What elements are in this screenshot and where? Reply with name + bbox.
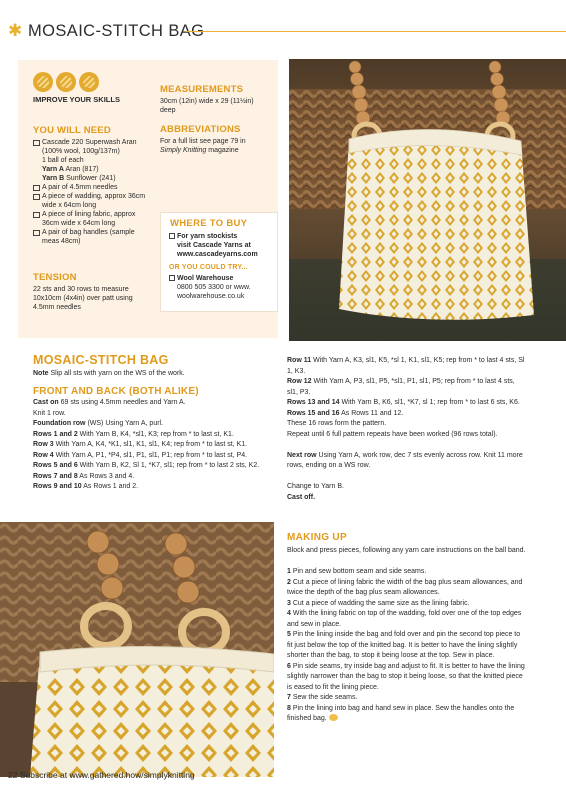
yarn-b-label: Yarn B: [42, 175, 65, 182]
row-label: Row 11: [287, 357, 312, 364]
flower-icon: ✱: [8, 21, 23, 40]
list-item: [33, 192, 153, 201]
shop-contact: 0800 505 3300 or www.: [177, 284, 251, 291]
stockist-link[interactable]: www.cascadeyarns.com: [177, 251, 258, 258]
instruction-row: [33, 419, 273, 430]
subscribe-link[interactable]: Subscribe at www.gathered.how/simplyknitting: [19, 770, 195, 780]
list-item: [33, 183, 153, 192]
step-text: Sew the side seams.: [292, 694, 358, 701]
row-label: Foundation row: [33, 420, 86, 427]
checkbox-icon: [33, 212, 40, 218]
bag-photo-detail: [0, 522, 274, 777]
note-text: Slip all sts with yarn on the WS of the work.: [48, 370, 185, 377]
row-text: With Yarn A, P1, *P4, sl1, P1, sl1, P1; rep from * to last st, P4.: [53, 451, 248, 459]
row-label: Rows 1 and 2: [33, 430, 78, 438]
where-to-buy-heading: WHERE TO BUY: [170, 218, 248, 229]
checkbox-icon: [33, 140, 40, 146]
row-text: Knit 1 row.: [33, 409, 66, 417]
step: 2 Cut a piece of lining fabric the width of the bag plus seam allowances, and twice the depth of the bag plus seam allowances.: [287, 578, 523, 596]
row-label: Rows 7 and 8: [33, 472, 78, 480]
checkbox-icon: [33, 194, 40, 200]
list-item-text: A pair of bag handles (sample: [42, 229, 135, 236]
instruction-row: [33, 430, 273, 441]
measurements-line: 30cm (12in) wide x 29 (11½in): [160, 98, 254, 105]
abbreviations-heading: ABBREVIATIONS: [160, 124, 241, 135]
row-text: With Yarn B, K2, Sl 1, *K7, sl1; rep from * to last 2 sts, K2.: [77, 462, 260, 469]
row-label: Row 4: [33, 451, 54, 459]
list-item-text: (100% wool, 100g/137m): [42, 148, 120, 155]
row-text: Repeat until 6 full pattern repeats have been worked (96 rows total).: [287, 430, 498, 438]
instruction-row: [287, 419, 527, 430]
row-text: With Yarn A, K4, *K1, sl1, K1, sl1, K4; rep from * to last st, K1.: [53, 441, 248, 448]
page-title: MOSAIC-STITCH BAG: [28, 22, 205, 40]
making-up-heading: MAKING UP: [287, 532, 347, 543]
row-text: With Yarn A, K3, sl1, K5, *sl 1, K1, sl1, K5; rep from * to last 4 sts, Sl 1, K3.: [287, 357, 525, 375]
yarn-ball-icon: [79, 72, 99, 92]
row-label: Row 12: [287, 378, 312, 385]
tension-text: [33, 285, 153, 312]
step-text: Pin the lining into bag and hand sew in place. Sew the handles onto the finished bag.: [287, 704, 515, 722]
stockist-line: [169, 241, 277, 250]
shop-name-line: [169, 274, 277, 283]
row-label: Rows 9 and 10: [33, 483, 82, 490]
checkbox-icon: [169, 275, 175, 281]
stockist-line: [169, 232, 277, 241]
list-item-text: 1 ball of each: [42, 157, 84, 164]
step: 8 Pin the lining into bag and hand sew in place. Sew the handles onto the finished bag.: [287, 704, 515, 722]
list-item-text: A piece of wadding, approx 36cm: [42, 193, 146, 200]
row-label: Rows 5 and 6: [33, 462, 78, 469]
list-item-text: wide x 64cm long: [42, 202, 97, 209]
cast-off-label: Cast off: [287, 493, 314, 501]
tension-heading: TENSION: [33, 272, 77, 283]
you-will-need-list: [33, 138, 153, 246]
yarn-a-label: Yarn A: [42, 166, 64, 173]
row-text: With Yarn A, P3, sl1, P5, *sl1, P1, sl1, P5; rep from * to last 4 sts, sl1, P3.: [287, 378, 515, 396]
instruction-row: [287, 398, 527, 409]
abbreviations-line: For a full list see page 79 in: [160, 138, 246, 145]
alternative-heading: OR YOU COULD TRY...: [169, 264, 248, 271]
note-label: Note: [33, 370, 49, 377]
list-item-text: 36cm wide x 64cm long: [42, 220, 116, 227]
stockist-info: [169, 232, 277, 259]
step-text: Pin side seams, try inside bag and adjust to fit. It is better to have the lining slightly narrower than the bag to stop it being loose, so that the knitted piece is eased to fit the lining piece.: [287, 662, 525, 691]
pattern-continued: [287, 356, 527, 503]
step: 6 Pin side seams, try inside bag and adjust to fit. It is better to have the lining slightly narrower than the bag to stop it being loose, so that the knitted piece is eased to fit the lining piece.: [287, 662, 525, 691]
instruction-row: [287, 356, 527, 377]
row-text: With Yarn B, K4, *sl1, K3; rep from * to last st, K1.: [77, 430, 234, 438]
row-text: With Yarn B, K6, sl1, *K7, sl 1; rep from * to last 6 sts, K6.: [339, 399, 520, 406]
instruction-row: [33, 409, 273, 420]
step-text: With the lining fabric on top of the wadding, fold over one of the top edges and sew in place.: [287, 610, 522, 628]
front-back-heading: FRONT AND BACK (BOTH ALIKE): [33, 386, 199, 397]
list-item: [33, 228, 153, 237]
pattern-title: MOSAIC-STITCH BAG: [33, 353, 169, 367]
row-label: Row 3: [33, 441, 54, 448]
stockist-text: visit Cascade Yarns at: [177, 242, 251, 249]
yarn-a-line: [33, 165, 153, 174]
step-text: Cut a piece of wadding the same size as the lining fabric.: [292, 599, 470, 607]
skill-level: IMPROVE YOUR SKILLS: [33, 95, 120, 104]
row-text: As Rows 1 and 2.: [81, 483, 139, 490]
list-item-text: meas 48cm): [42, 238, 81, 245]
spacer: [287, 440, 527, 451]
shop-name: Wool Warehouse: [177, 275, 234, 282]
stockist-text: For yarn stockists: [177, 233, 238, 240]
bag-photo-illustration: [289, 59, 566, 341]
shop-link[interactable]: woolwarehouse.co.uk: [177, 293, 245, 300]
change-yarn-text: Change to Yarn B.: [287, 483, 344, 490]
row-text: As Rows 3 and 4.: [77, 472, 135, 480]
tension-line: 10x10cm (4x4in) over patt using: [33, 295, 133, 302]
row-label: Cast on: [33, 399, 59, 406]
page-number: 22: [8, 770, 18, 780]
instruction-row: [33, 461, 273, 472]
page-header: [0, 18, 566, 48]
list-item-text: A piece of lining fabric, approx: [42, 211, 136, 218]
measurements-text: [160, 97, 278, 115]
spacer: [287, 557, 527, 568]
row-label: Rows 13 and 14: [287, 399, 340, 406]
row-text: These 16 rows form the pattern.: [287, 420, 387, 427]
yarn-ball-icon: [56, 72, 76, 92]
yarn-ball-icon: [33, 72, 53, 92]
checkbox-icon: [169, 233, 175, 239]
magazine-name: Simply Knitting: [160, 147, 207, 154]
instruction-row: [287, 451, 527, 472]
making-up-intro: Block and press pieces, following any yarn care instructions on the ball band.: [287, 547, 526, 554]
step: 1 Pin and sew bottom seam and side seams.: [287, 568, 427, 575]
list-item: [33, 138, 153, 147]
instruction-row: [33, 398, 273, 409]
tension-line: 4.5mm needles: [33, 304, 81, 311]
abbreviations-tail: magazine: [206, 147, 239, 154]
watermark: PassionForum.ru: [470, 778, 560, 790]
header-rule: [186, 31, 566, 32]
instruction-row: [33, 440, 273, 451]
instruction-row: [287, 430, 527, 441]
yarn-b-line: [33, 174, 153, 183]
row-text: (WS) Using Yarn A, purl.: [85, 420, 164, 427]
step: 7 Sew the side seams.: [287, 694, 358, 701]
bag-detail-illustration: [0, 522, 274, 777]
instruction-row: [33, 451, 273, 462]
pattern-note: [33, 369, 273, 380]
you-will-need-heading: YOU WILL NEED: [33, 125, 111, 136]
where-to-buy-box: [160, 212, 278, 312]
list-item-text: A pair of 4.5mm needles: [42, 184, 118, 191]
checkbox-icon: [33, 230, 40, 236]
abbreviations-line: [160, 146, 278, 155]
spacer: [287, 472, 527, 483]
row-label: Rows 15 and 16: [287, 409, 340, 417]
making-up-instructions: [287, 546, 527, 725]
step-text: Cut a piece of lining fabric the width of the bag plus seam allowances, and twice the depth of the bag plus seam allowances.: [287, 578, 523, 596]
step: 4 With the lining fabric on top of the wadding, fold over one of the top edges and sew in place.: [287, 610, 522, 628]
measurements-heading: MEASUREMENTS: [160, 84, 244, 95]
instruction-row: [33, 482, 273, 493]
cast-off-line: Cast off.: [287, 493, 316, 501]
bag-photo-main: [289, 59, 566, 341]
step-text: Pin the lining inside the bag and fold over and pin the second top piece to fit just below the top of the knitted bag. It is better to have the lining slightly shorter than the bag, to stop it being loose at the top. Sew in place.: [287, 631, 521, 659]
instruction-row: [287, 377, 527, 398]
step: 5 Pin the lining inside the bag and fold over and pin the second top piece to fit just below the top of the knitted bag. It is better to have the lining slightly shorter than the bag, to stop it being loose at the top. Sew in place.: [287, 631, 521, 659]
abbreviations-text: [160, 137, 278, 155]
page-footer: [8, 770, 195, 780]
instruction-row: [287, 409, 527, 420]
checkbox-icon: [33, 185, 40, 191]
measurements-line: deep: [160, 107, 176, 114]
row-text: Using Yarn A, work row, dec 7 sts evenly across row. Knit 11 more rows, ending on a WS row.: [287, 451, 523, 469]
row-text: 69 sts using 4.5mm needles and Yarn A.: [58, 399, 186, 406]
yarn-a-value: Aran (817): [65, 166, 99, 173]
list-item: [33, 210, 153, 219]
list-item-text: Cascade 220 Superwash Aran: [42, 139, 137, 146]
end-mark-icon: [329, 714, 338, 721]
tension-line: 22 sts and 30 rows to measure: [33, 286, 129, 293]
stockist-line: [169, 250, 277, 259]
step-text: Pin and sew bottom seam and side seams.: [292, 568, 427, 575]
step: 3 Cut a piece of wadding the same size as the lining fabric.: [287, 599, 470, 607]
front-back-instructions: [33, 398, 273, 493]
row-text: As Rows 11 and 12.: [339, 409, 404, 417]
yarn-b-value: Sunflower (241): [66, 175, 116, 182]
alternative-shop: [169, 274, 277, 301]
row-label: Next row: [287, 451, 317, 459]
instruction-row: [33, 472, 273, 483]
